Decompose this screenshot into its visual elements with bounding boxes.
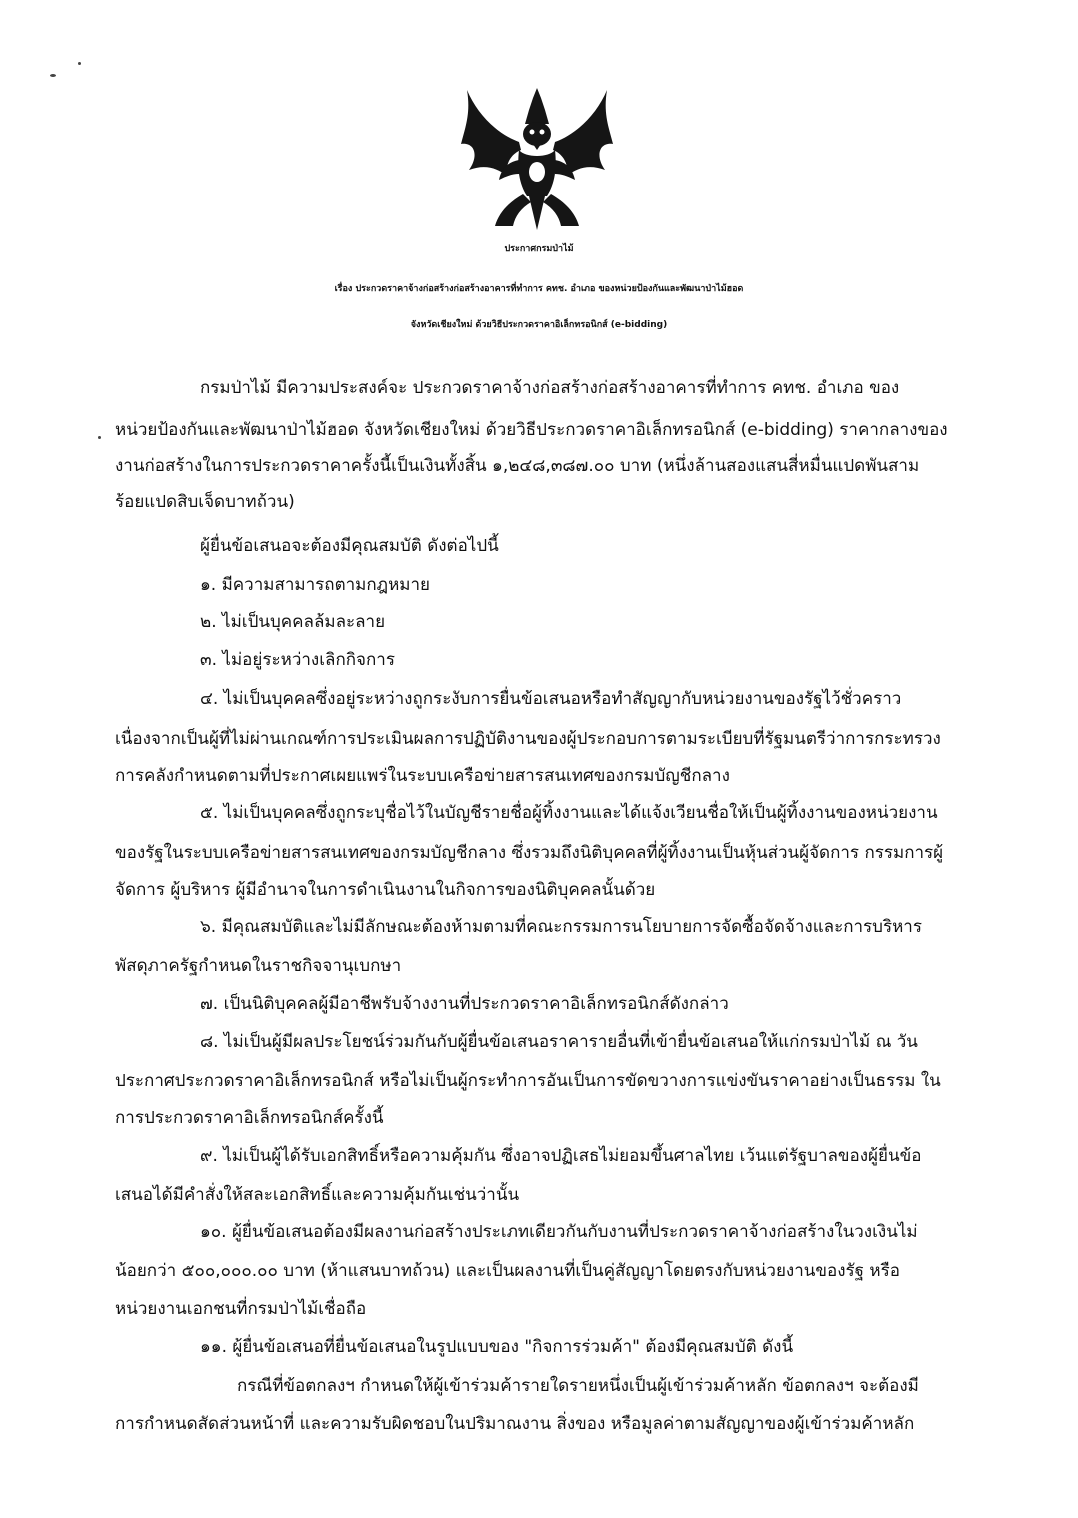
qualification-item-8: ๘. ไม่เป็นผู้มีผลประโยชน์ร่วมกันกับผู้ยื่นข้อเสนอราคารายอื่นที่เข้ายื่นข้อเสนอให้แก่กรมป่าไม้ ณ วัน: [200, 1032, 918, 1052]
qualification-item-4-cont: เนื่องจากเป็นผู้ที่ไม่ผ่านเกณฑ์การประเมินผลการปฏิบัติงานของผู้ประกอบการตามระเบียบที่รัฐมนตรีว่าการกระทรวง: [115, 729, 941, 749]
qualification-item-3: ๓. ไม่อยู่ระหว่างเลิกกิจการ: [200, 650, 395, 670]
qualifications-heading: ผู้ยื่นข้อเสนอจะต้องมีคุณสมบัติ ดังต่อไปนี้: [200, 536, 499, 556]
qualification-item-1: ๑. มีความสามารถตามกฎหมาย: [200, 575, 430, 595]
qualification-item-10: ๑๐. ผู้ยื่นข้อเสนอต้องมีผลงานก่อสร้างประเภทเดียวกันกับงานที่ประกวดราคาจ้างก่อสร้างในวงเงินไม่: [200, 1222, 918, 1242]
qualification-item-4: ๔. ไม่เป็นบุคคลซึ่งอยู่ระหว่างถูกระงับการยื่นข้อเสนอหรือทำสัญญากับหน่วยงานของรัฐไว้ชั่วคราว: [200, 689, 902, 709]
qualification-item-5-cont: ของรัฐในระบบเครือข่ายสารสนเทศของกรมบัญชีกลาง ซึ่งรวมถึงนิติบุคคลที่ผู้ทิ้งงานเป็นหุ้นส่วนผู้จัดการ กรรมการผู้: [115, 843, 944, 863]
intro-line: ร้อยแปดสิบเจ็ดบาทถ้วน): [115, 492, 295, 512]
qualification-item-9-cont: เสนอได้มีคำสั่งให้สละเอกสิทธิ์และความคุ้มกันเช่นว่านั้น: [115, 1185, 520, 1205]
qualification-item-8-cont: ประกาศประกวดราคาอิเล็กทรอนิกส์ หรือไม่เป็นผู้กระทำการอันเป็นการขัดขวางการแข่งขันราคาอย่างเป็นธรรม ใน: [115, 1071, 941, 1091]
qualification-item-4-cont: การคลังกำหนดตามที่ประกาศเผยแพร่ในระบบเครือข่ายสารสนเทศของกรมบัญชีกลาง: [115, 766, 730, 786]
document-title: ประกาศกรมป่าไม้: [504, 244, 574, 254]
qualification-item-6: ๖. มีคุณสมบัติและไม่มีลักษณะต้องห้ามตามที่คณะกรรมการนโยบายการจัดซื้อจัดจ้างและการบริหาร: [200, 917, 922, 937]
subject-line-1: เรื่อง ประกวดราคาจ้างก่อสร้างก่อสร้างอาคารที่ทำการ คทช. อำเภอ ของหน่วยป้องกันและพัฒนาป่าไม้ฮอด: [334, 284, 744, 294]
intro-line: หน่วยป้องกันและพัฒนาป่าไม้ฮอด จังหวัดเชียงใหม่ ด้วยวิธีประกวดราคาอิเล็กทรอนิกส์ (e-bidding) ราคากลางของ: [115, 420, 948, 440]
qualification-item-6-cont: พัสดุภาครัฐกำหนดในราชกิจจานุเบกษา: [115, 956, 402, 976]
qualification-item-10-cont: น้อยกว่า ๕๐๐,๐๐๐.๐๐ บาท (ห้าแสนบาทถ้วน) และเป็นผลงานที่เป็นคู่สัญญาโดยตรงกับหน่วยงานของรัฐ หรือ: [115, 1261, 900, 1281]
qualification-item-10-cont: หน่วยงานเอกชนที่กรมป่าไม้เชื่อถือ: [115, 1299, 367, 1319]
qualification-item-8-cont: การประกวดราคาอิเล็กทรอนิกส์ครั้งนี้: [115, 1108, 384, 1128]
qualification-item-11: ๑๑. ผู้ยื่นข้อเสนอที่ยื่นข้อเสนอในรูปแบบของ "กิจการร่วมค้า" ต้องมีคุณสมบัติ ดังนี้: [200, 1337, 794, 1357]
qualification-item-7: ๗. เป็นนิติบุคคลผู้มีอาชีพรับจ้างงานที่ประกวดราคาอิเล็กทรอนิกส์ดังกล่าว: [200, 994, 729, 1014]
garuda-emblem-icon: [457, 84, 617, 234]
scan-speck: [50, 74, 56, 77]
qualification-item-11-sub: กรณีที่ข้อตกลงฯ กำหนดให้ผู้เข้าร่วมค้ารายใดรายหนึ่งเป็นผู้เข้าร่วมค้าหลัก ข้อตกลงฯ จะต้องมี: [237, 1376, 919, 1396]
subject-line-2: จังหวัดเชียงใหม่ ด้วยวิธีประกวดราคาอิเล็กทรอนิกส์ (e-bidding): [410, 320, 668, 330]
qualification-item-5-cont: จัดการ ผู้บริหาร ผู้มีอำนาจในการดำเนินงานในกิจการของนิติบุคคลนั้นด้วย: [115, 880, 656, 900]
qualification-item-2: ๒. ไม่เป็นบุคคลล้มละลาย: [200, 612, 386, 632]
scan-speck: [98, 436, 101, 439]
scan-speck: [78, 62, 81, 65]
qualification-item-5: ๕. ไม่เป็นบุคคลซึ่งถูกระบุชื่อไว้ในบัญชีรายชื่อผู้ทิ้งงานและได้แจ้งเวียนชื่อให้เป็นผู้ทิ้งงานของหน่วยงาน: [200, 803, 938, 823]
qualification-item-9: ๙. ไม่เป็นผู้ได้รับเอกสิทธิ์หรือความคุ้มกัน ซึ่งอาจปฏิเสธไม่ยอมขึ้นศาลไทย เว้นแต่รัฐบาลของผู้ยื่นข้อ: [200, 1146, 922, 1166]
intro-line: งานก่อสร้างในการประกวดราคาครั้งนี้เป็นเงินทั้งสิ้น ๑,๒๔๘,๓๘๗.๐๐ บาท (หนึ่งล้านสองแสนสี่หมื่นแปดพันสาม: [115, 456, 920, 476]
intro-line: กรมป่าไม้ มีความประสงค์จะ ประกวดราคาจ้างก่อสร้างก่อสร้างอาคารที่ทำการ คทช. อำเภอ ของ: [200, 378, 900, 398]
qualification-item-11-sub-cont: การกำหนดสัดส่วนหน้าที่ และความรับผิดชอบในปริมาณงาน สิ่งของ หรือมูลค่าตามสัญญาของผู้เข้าร่วมค้าหลัก: [115, 1414, 915, 1434]
